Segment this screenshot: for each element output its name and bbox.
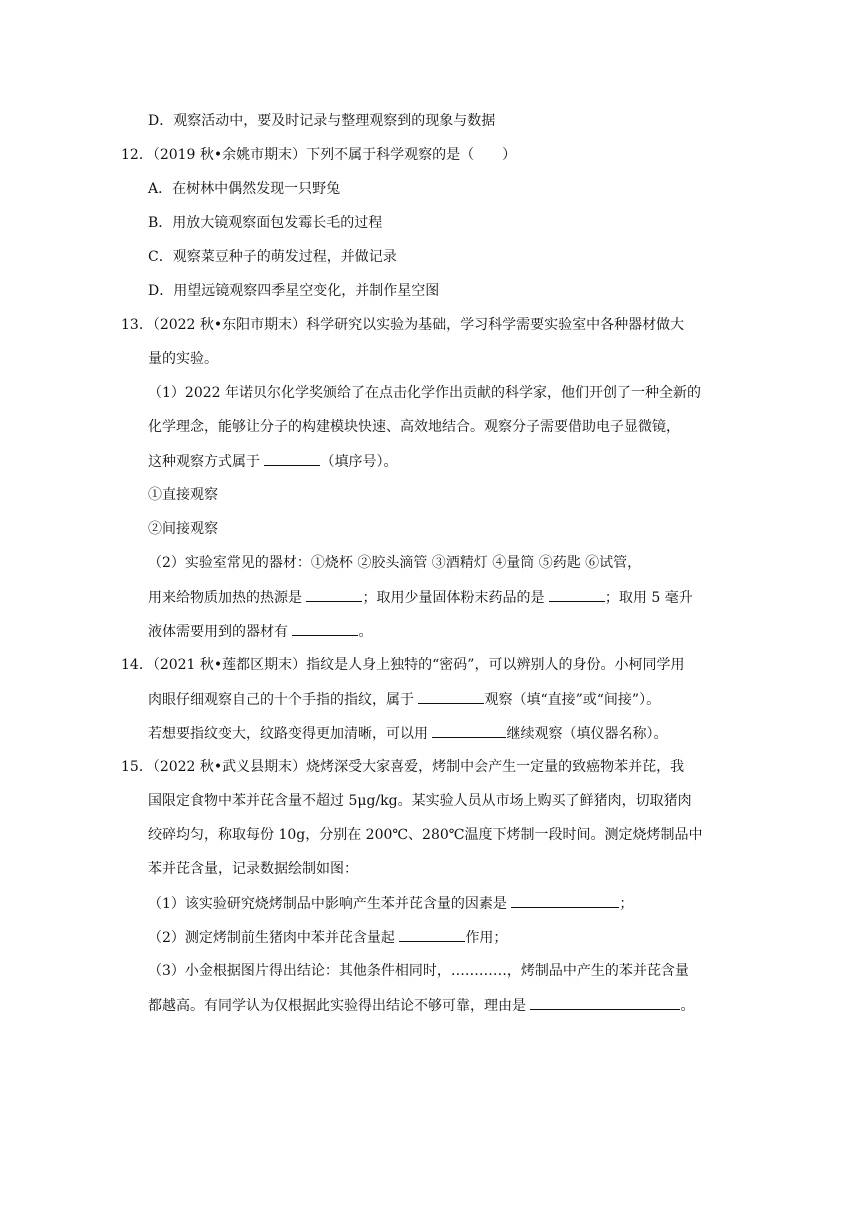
- q12-option-c: C．观察菜豆种子的萌发过程，并做记录: [148, 249, 397, 265]
- q15-line2: 国限定食物中苯并芘含量不超过 5μg/kg。某实验人员从市场上购买了鲜猪肉，切取猪肉: [148, 793, 692, 809]
- q14-text-d: 继续观察（填仪器名称）。: [506, 726, 668, 742]
- q13-part2-text-c: ；取用 5 毫升: [604, 590, 693, 606]
- q15-line4: 苯并芘含量，记录数据绘制如图：: [148, 861, 358, 877]
- q14-line3: [148, 723, 667, 744]
- q15-sub2-text: （2）测定烤制前生猪肉中苯并芘含量起: [148, 930, 400, 946]
- q15-sub3-end: 。: [680, 998, 695, 1014]
- q13-part2-line3: [148, 621, 372, 642]
- q13-answer-blank-3[interactable]: [549, 587, 605, 602]
- q15-answer-blank-1[interactable]: [511, 893, 619, 908]
- q13-answer-blank-4[interactable]: [292, 621, 358, 636]
- q13-option-1: ①直接观察: [148, 487, 218, 503]
- q14-line1: 14．（2021 秋•莲都区期末）指纹是人身上独特的“密码”，可以辨别人的身份。小柯同学用: [121, 657, 685, 673]
- q13-option-2: ②间接观察: [148, 521, 218, 537]
- q14-answer-blank-2[interactable]: [432, 723, 506, 738]
- q13-answer-blank-1[interactable]: [264, 451, 320, 466]
- q15-sub3-line2: [148, 995, 694, 1016]
- q12-option-d: D．用望远镜观察四季星空变化，并制作星空图: [148, 283, 440, 299]
- q15-sub3-line1: （3）小金根据图片得出结论：其他条件相同时，…………，烤制品中产生的苯并芘含量: [148, 963, 689, 979]
- q13-stem-line1: 13．（2022 秋•东阳市期末）科学研究以实验为基础，学习科学需要实验室中各种器材做大: [121, 317, 685, 333]
- q15-line3: 绞碎均匀，称取每份 10g，分别在 200℃、280℃温度下烤制一段时间。测定烧烤制品中: [148, 827, 703, 843]
- q13-part2-line2: [148, 587, 693, 608]
- q12-option-a: A．在树林中偶然发现一只野兔: [148, 181, 341, 197]
- q15-sub2-end: 作用；: [465, 930, 508, 946]
- q15-sub1-text: （1）该实验研究烧烤制品中影响产生苯并芘含量的因素是: [148, 896, 512, 912]
- q12-stem: 12．（2019 秋•余姚市期末）下列不属于科学观察的是（ ）: [121, 147, 517, 163]
- q13-part2-line1: （2）实验室常见的器材：①烧杯 ②胶头滴管 ③酒精灯 ④量筒 ⑤药匙 ⑥试管，: [148, 555, 642, 571]
- q14-text-c: 若想要指纹变大，纹路变得更加清晰，可以用: [148, 726, 433, 742]
- q11-option-d: D．观察活动中，要及时记录与整理观察到的现象与数据: [148, 113, 496, 129]
- q15-sub2: [148, 927, 507, 948]
- q13-answer-blank-2[interactable]: [306, 587, 362, 602]
- q15-sub1: [148, 893, 633, 914]
- q13-part2-text-d: 液体需要用到的器材有: [148, 624, 293, 640]
- q13-part1-text: 这种观察方式属于: [148, 454, 265, 470]
- q12-option-b: B．用放大镜观察面包发霉长毛的过程: [148, 215, 383, 231]
- q15-line1: 15．（2022 秋•武义县期末）烧烤深受大家喜爱，烤制中会产生一定量的致癌物苯并芘，我: [121, 759, 685, 775]
- q13-part1-hint: （填序号）。: [320, 454, 398, 470]
- q14-text-b: 观察（填“直接”或“间接”）。: [484, 692, 661, 708]
- q15-sub3-text: 都越高。有同学认为仅根据此实验得出结论不够可靠，理由是: [148, 998, 531, 1014]
- q14-answer-blank-1[interactable]: [418, 689, 484, 704]
- q13-part1-line3: [148, 451, 397, 472]
- q13-part2-text-e: 。: [358, 624, 373, 640]
- q13-part2-text-b: ；取用少量固体粉末药品的是: [362, 590, 549, 606]
- q14-text-a: 肉眼仔细观察自己的十个手指的指纹，属于: [148, 692, 419, 708]
- q14-line2: [148, 689, 660, 710]
- q15-answer-blank-2[interactable]: [399, 927, 465, 942]
- q15-answer-blank-3[interactable]: [530, 995, 680, 1010]
- q13-part1-line1: （1）2022 年诺贝尔化学奖颁给了在点击化学作出贡献的科学家，他们开创了一种全新的: [148, 385, 701, 401]
- q13-stem-line2: 量的实验。: [148, 351, 218, 367]
- q15-sub1-end: ；: [619, 896, 634, 912]
- q13-part1-line2: 化学理念，能够让分子的构建模块快速、高效地结合。观察分子需要借助电子显微镜，: [148, 419, 680, 435]
- q13-part2-text-a: 用来给物质加热的热源是: [148, 590, 307, 606]
